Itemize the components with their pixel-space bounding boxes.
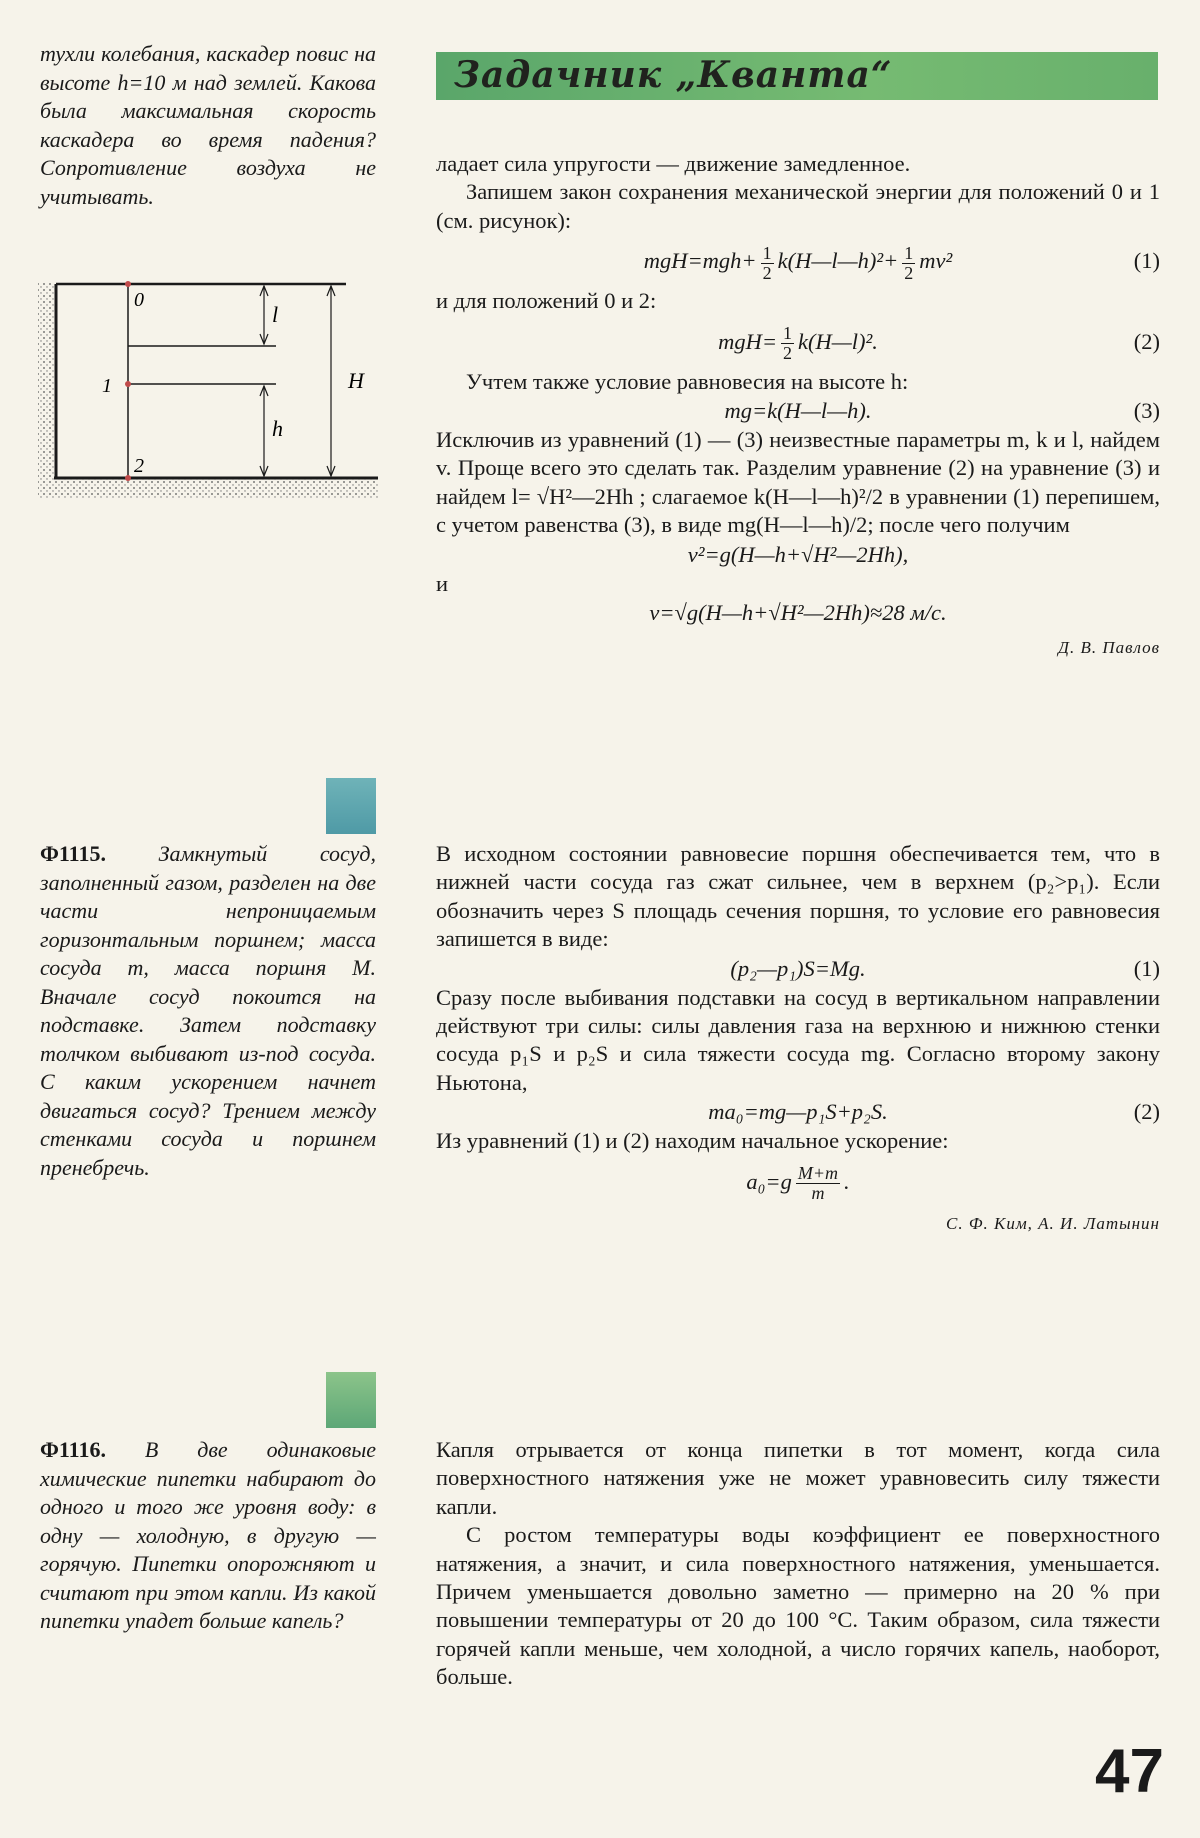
label-H: H: [348, 368, 364, 393]
equation-1: (p₂—p₁)S=Mg. (1): [436, 954, 1160, 984]
problem-1116-solution: [436, 1436, 1160, 1692]
equation-number: (1): [1133, 955, 1160, 981]
label-point-0: 0: [134, 289, 144, 311]
problem-1115-solution: [436, 840, 1160, 1238]
fraction-half: $\frac{1}{2}$: [762, 242, 772, 283]
eq-part: mgH=: [718, 328, 778, 354]
solution-paragraph: Сразу после выбивания подставки на сосуд в вертикальном направлении действуют три силы: силы давления газа на верхнюю и нижнюю стенки сосуда p₁S и p₂S и сила тяжести сосуда mg. Согласно второму закону Ньютона,: [436, 984, 1160, 1095]
problem-1116-question: [40, 1436, 376, 1636]
decorative-square-teal: [326, 778, 376, 834]
wall-hatch: [38, 282, 54, 478]
problem-number: Ф1115.: [40, 841, 106, 866]
solution-paragraph: ладает сила упругости — движение замедленное.: [436, 151, 911, 176]
solution-paragraph: и для положений 0 и 2:: [436, 288, 657, 314]
label-point-2: 2: [134, 455, 144, 477]
equation-number: (3): [1133, 398, 1160, 424]
question-text: тухли колебания, каскадер повис на высоте h=10 м над землей. Какова была максимальная скорость каскадера во время падения? Сопротивление воздуха не учитывать.: [40, 41, 376, 209]
problem-number: Ф1116.: [40, 1437, 106, 1462]
problem-1115-question: [40, 840, 376, 1182]
solution-paragraph: Запишем закон сохранения механической энергии для положений 0 и 1 (см. рисунок):: [436, 179, 1160, 233]
solution-paragraph: Учтем также условие равновесия на высоте h:: [466, 368, 909, 394]
equation-3: a₀=g $\frac{M+m}{m}$ .: [746, 1163, 850, 1203]
point-0: [125, 281, 131, 287]
eq-part: k(H—l)².: [798, 328, 878, 354]
figure-stuntman-diagram: [36, 276, 382, 502]
header-title: Задачник „Кванта“: [454, 54, 893, 96]
eq-part: mv²: [919, 248, 953, 274]
solution-paragraph: Из уравнений (1) и (2) находим начальное ускорение:: [436, 1128, 949, 1154]
header-banner: [436, 52, 1158, 100]
label-l: l: [272, 302, 279, 327]
equation-4: v²=g(H—h+√H²—2Hh),: [687, 541, 909, 567]
author-signature: С. Ф. Ким, А. И. Латынин: [946, 1213, 1160, 1233]
equation-3: mg=k(H—l—h). (3): [436, 396, 1160, 426]
equation-5: v=√g(H—h+√H²—2Hh)≈28 м/с.: [649, 600, 947, 626]
problem-1114-solution: [436, 150, 1160, 662]
eq-part: mgH=mgh+: [643, 248, 757, 274]
point-2: [125, 475, 131, 481]
eq-part: a₀=g: [746, 1168, 792, 1194]
decorative-square-green: [326, 1372, 376, 1428]
equation-number: (2): [1133, 328, 1160, 354]
page-number: 47: [1095, 1737, 1164, 1806]
fraction-accel: $\frac{M+m}{m}$: [797, 1163, 839, 1203]
solution-paragraph: Капля отрывается от конца пипетки в тот момент, когда сила поверхностного натяжения уже не может уравновесить силу тяжести капли.: [436, 1437, 1160, 1519]
fraction-half: $\frac{1}{2}$: [904, 242, 914, 283]
equation-number: (1): [1133, 248, 1160, 274]
equation-2: ma₀=mg—p₁S+p₂S. (2): [436, 1097, 1160, 1127]
equation-1: [436, 239, 1160, 283]
label-point-1: 1: [102, 375, 112, 397]
equation-2: [436, 320, 1160, 364]
author-signature: Д. В. Павлов: [1058, 638, 1160, 658]
problem-1114-question-tail: [40, 40, 376, 211]
solution-paragraph: С ростом температуры воды коэффициент ее поверхностного натяжения, а значит, и сила поверхностного натяжения, уменьшается. Причем уменьшается довольно заметно — примерно на 20 % при повышении температуры от 20 до 100 °С. Таким образом, сила тяжести горячей капли меньше, чем холодной, а число горячих капель, наоборот, больше.: [436, 1522, 1160, 1690]
ground-hatch: [38, 478, 378, 498]
solution-paragraph: В исходном состоянии равновесие поршня обеспечивается тем, что в нижней части сосуда газ сжат сильнее, чем в верхнем (p₂>p₁). Если обозначить через S площадь сечения поршня, то условие его равновесия запишется в виде:: [436, 841, 1160, 952]
fraction-half: $\frac{1}{2}$: [783, 322, 793, 363]
label-h: h: [272, 416, 283, 441]
solution-paragraph: Исключив из уравнений (1) — (3) неизвестные параметры m, k и l, найдем v. Проще всего это сделать так. Разделим уравнение (2) на уравнение (3) и найдем l= √H²—2Hh ; слагаемое k(H—l—h)²/2 в уравнении (1) перепишем, с учетом равенства (3), в виде mg(H—l—h)/2; после чего получим: [436, 427, 1160, 538]
solution-paragraph: и: [436, 570, 449, 596]
equation-number: (2): [1133, 1099, 1160, 1125]
question-text: В две одинаковые химические пипетки набирают до одного и того же уровня воду: в одну — холодную, в другую — горячую. Пипетки опорожняют и считают при этом капли. Из какой пипетки упадет больше капель?: [40, 1437, 376, 1633]
question-text: Замкнутый сосуд, заполненный газом, разделен на две части непроницаемым горизонтальным поршнем; масса сосуда m, масса поршня M. Вначале сосуд покоится на подставке. Затем подставку толчком выбивают из-под сосуда. С каким ускорением начнет двигаться сосуд? Трением между стенками сосуда и поршнем пренебречь.: [40, 841, 376, 1180]
point-1: [125, 381, 131, 387]
eq-part: k(H—l—h)²+: [777, 248, 899, 274]
